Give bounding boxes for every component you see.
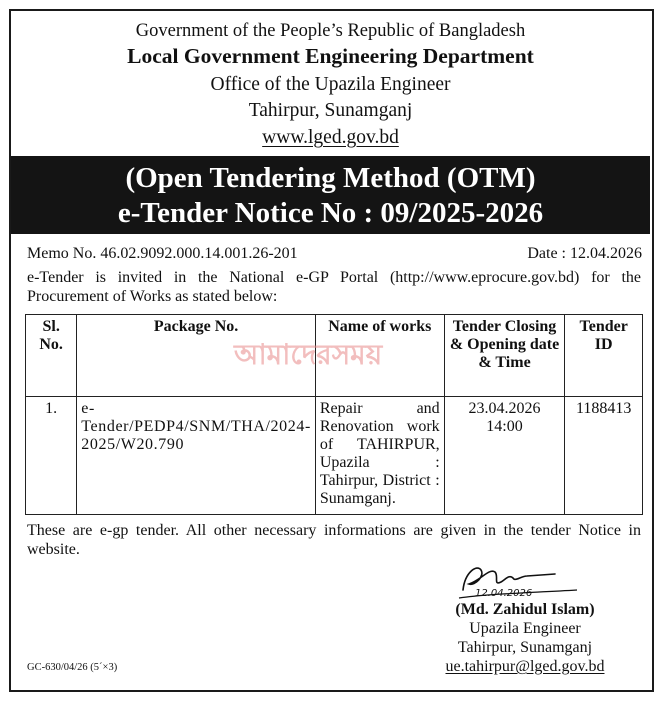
row-package-no: e-Tender/PEDP4/SNM/THA/2024-2025/W20.790 [77,397,316,515]
table-row [26,397,643,515]
office-name: Office of the Upazila Engineer [210,74,451,95]
office-location: Tahirpur, Sunamganj [248,100,413,121]
tender-method-title: (Open Tendering Method (OTM) [125,162,536,194]
signatory-email[interactable]: ue.tahirpur@lged.gov.bd [445,658,605,675]
row-name-of-works: Repair and Renovation work of TAHIRPUR, Upazila : Tahirpur, District : Sunamganj. [315,397,444,515]
intro-paragraph: e-Tender is invited in the National e-GP Portal (http://www.eprocure.gov.bd) for the Procurement of Works as stated below: [27,269,641,305]
row-closing-time: 14:00 [486,418,523,435]
memo-number: Memo No. 46.02.9092.000.14.001.26-201 [27,245,298,262]
website-line [0,128,661,148]
newspaper-watermark: আমাদেরসময় [234,338,383,371]
signature-date: 12.04.2026 [475,588,533,599]
tender-notice-number: e-Tender Notice No : 09/2025-2026 [117,197,544,229]
row-tender-id: 1188413 [565,397,643,515]
department-name: Local Government Engineering Department [127,44,534,68]
signatory-designation: Upazila Engineer [469,620,581,637]
title-banner [11,156,650,234]
row-closing-cell [444,397,565,515]
signatory-name: (Md. Zahidul Islam) [455,601,595,618]
header-name-of-works: Name of works [315,315,444,397]
row-closing-date: 23.04.2026 [468,400,541,417]
header-closing-date: Tender Closing & Opening date & Time [444,315,565,397]
government-line: Government of the People’s Republic of Bangladesh [135,21,526,41]
header-sl-no: Sl. No. [26,315,77,397]
signatory-block [390,600,660,676]
publication-code: GC-630/04/26 (5´×3) [27,662,118,673]
handwritten-signature [455,560,585,602]
notice-date: Date : 12.04.2026 [527,245,642,262]
header-tender-id: Tender ID [565,315,643,397]
signatory-location: Tahirpur, Sunamganj [457,639,593,656]
website-link[interactable]: www.lged.gov.bd [262,127,399,148]
footer-note: These are e-gp tender. All other necessary informations are given in the tender Notice in website. [27,522,641,558]
row-sl-no: 1. [26,397,77,515]
header-package-no: Package No. [77,315,316,397]
